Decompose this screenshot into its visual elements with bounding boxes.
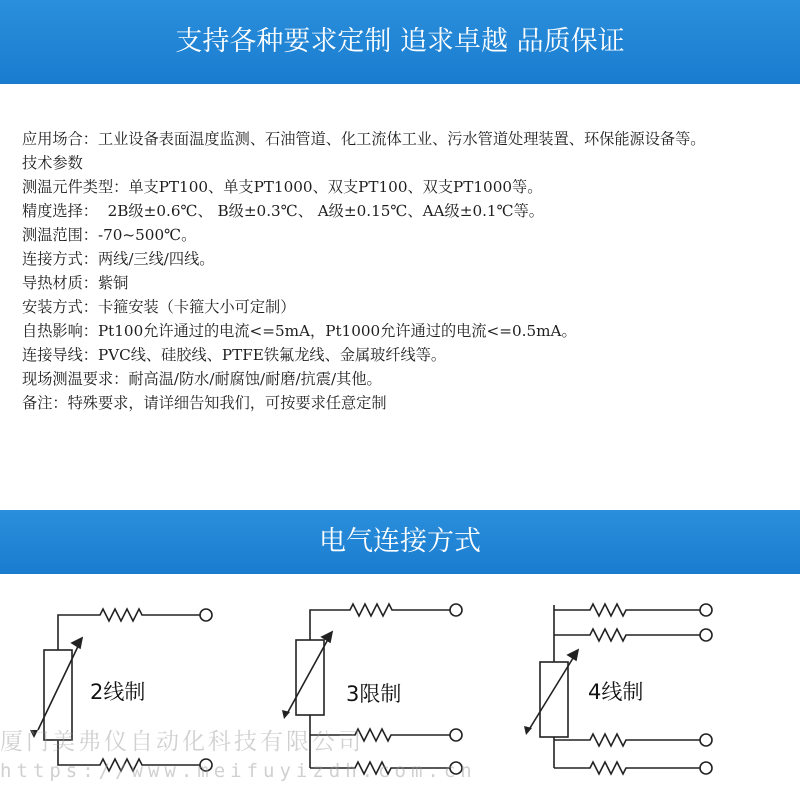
spec-lead-wire: 连接导线：PVC线、硅胶线、PTFE铁氟龙线、金属玻纤线等。 bbox=[22, 346, 447, 364]
label-four-wire: 4线制 bbox=[588, 680, 644, 704]
diagram-two-wire bbox=[0, 590, 260, 790]
four-wire-schematic bbox=[520, 590, 780, 790]
watermark-url: https://www.meifuyizdh.com.cn bbox=[0, 760, 477, 782]
diagram-three-wire bbox=[270, 590, 530, 790]
label-three-wire: 3限制 bbox=[346, 682, 402, 706]
spec-material: 导热材质：紫铜 bbox=[22, 274, 129, 292]
spec-field: 现场测温要求：耐高温/防水/耐腐蚀/耐磨/抗震/其他。 bbox=[22, 370, 382, 388]
label-two-wire: 2线制 bbox=[90, 680, 146, 704]
diagram-four-wire bbox=[520, 590, 780, 790]
section-banner-title: 电气连接方式 bbox=[319, 526, 481, 557]
spec-list bbox=[22, 127, 792, 415]
spec-element-type: 测温元件类型：单支PT100、单支PT1000、双支PT100、双支PT1000等。 bbox=[22, 178, 543, 196]
spec-install: 安装方式：卡箍安装（卡箍大小可定制） bbox=[22, 298, 296, 316]
spec-connection: 连接方式：两线/三线/四线。 bbox=[22, 250, 215, 268]
section-banner bbox=[0, 510, 800, 574]
spec-application: 应用场合：工业设备表面温度监测、石油管道、化工流体工业、污水管道处理装置、环保能源设备等。 bbox=[22, 130, 706, 148]
spec-range: 测温范围：-70~500℃。 bbox=[22, 226, 197, 244]
top-banner-title: 支持各种要求定制 追求卓越 品质保证 bbox=[175, 26, 625, 57]
spec-tech-header: 技术参数 bbox=[22, 154, 83, 172]
spec-accuracy: 精度选择： 2B级±0.6℃、 B级±0.3℃、 A级±0.15℃、AA级±0.1℃等。 bbox=[22, 202, 544, 220]
spec-note: 备注：特殊要求，请详细告知我们，可按要求任意定制 bbox=[22, 394, 387, 412]
top-banner bbox=[0, 0, 800, 84]
spec-self-heating: 自热影响：Pt100允许通过的电流<=5mA，Pt1000允许通过的电流<=0.5mA。 bbox=[22, 322, 577, 340]
watermark-company: 厦门美弗仪自动化科技有限公司 bbox=[0, 729, 364, 755]
